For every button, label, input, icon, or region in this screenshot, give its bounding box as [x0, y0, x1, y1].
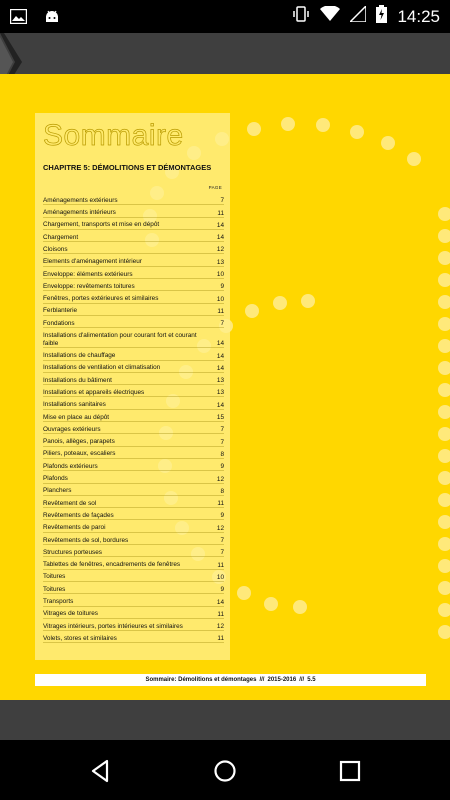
decorative-dot: [438, 471, 450, 485]
toc-row[interactable]: [43, 582, 224, 594]
toc-page-number: 15: [216, 414, 224, 422]
navigation-bar: [0, 740, 450, 800]
toc-page-number: 9: [220, 586, 224, 594]
toc-row[interactable]: [43, 459, 224, 471]
toc-label: Toitures: [43, 585, 66, 593]
toc-page-number: 11: [217, 209, 224, 217]
toc-page-number: 12: [216, 475, 224, 483]
decorative-dot: [438, 515, 450, 529]
decorative-dot: [438, 625, 450, 639]
decorative-dot: [438, 449, 450, 463]
decorative-dot: [247, 122, 261, 136]
toc-page-number: 7: [220, 197, 224, 205]
decorative-dot: [438, 581, 450, 595]
decorative-dot: [438, 361, 450, 375]
decorative-dot: [438, 537, 450, 551]
toc-row[interactable]: [43, 410, 224, 422]
toc-page-number: 9: [220, 512, 224, 520]
decorative-dot: [438, 383, 450, 397]
toc-page-number: 7: [220, 549, 224, 557]
toc-label: Chargement: [43, 233, 79, 241]
toc-row[interactable]: [43, 361, 224, 373]
clock: 14:25: [397, 6, 440, 26]
toc-page-number: 9: [220, 283, 224, 291]
page-footer: [35, 674, 426, 686]
toc-label: Plafonds extérieurs: [43, 462, 98, 470]
footer-page-number: 5.5: [307, 677, 316, 683]
toc-page-number: 14: [216, 364, 224, 372]
decorative-dot: [438, 559, 450, 573]
toc-label: Tablettes de fenêtres, encadrements de fenêtres: [43, 561, 181, 569]
toc-page-number: 12: [216, 623, 224, 631]
decorative-dot: [316, 118, 330, 132]
footer-section: Sommaire: Démolitions et démontages: [145, 677, 257, 683]
toc-page-number: 13: [216, 389, 224, 397]
toc-label: Panois, allèges, parapets: [43, 438, 115, 446]
footer-year: 2015-2016: [267, 677, 297, 683]
toc-label: Revêtement de sol: [43, 499, 97, 507]
toc-row[interactable]: [43, 557, 224, 569]
toc-label: Cloisons: [43, 245, 68, 253]
toc-page-number: 11: [217, 610, 224, 618]
toc-row[interactable]: [43, 193, 224, 205]
decorative-dot: [293, 600, 307, 614]
toc-label: Enveloppe: éléments extérieurs: [43, 270, 133, 278]
decorative-dot: [407, 152, 421, 166]
toc-row[interactable]: [43, 570, 224, 582]
toc-row[interactable]: [43, 279, 224, 291]
toc-label: Piliers, poteaux, escaliers: [43, 450, 116, 458]
toc-row[interactable]: [43, 254, 224, 266]
toc-page-number: 7: [220, 426, 224, 434]
decorative-dot: [381, 136, 395, 150]
toc-row[interactable]: [43, 267, 224, 279]
decorative-dot: [438, 493, 450, 507]
recents-icon[interactable]: [335, 756, 365, 786]
toc-page-number: 10: [216, 295, 224, 303]
toc-label: Elements d'aménagement intérieur: [43, 258, 142, 266]
toc-row[interactable]: [43, 348, 224, 360]
toc-row[interactable]: [43, 631, 224, 643]
toc-label: Aménagements intérieurs: [43, 209, 116, 217]
decorative-dot: [350, 125, 364, 139]
decorative-dot: [438, 251, 450, 265]
toc-row[interactable]: [43, 373, 224, 385]
toc-label: Revêtements de paroi: [43, 524, 106, 532]
toc-row[interactable]: [43, 385, 224, 397]
toc-page-number: 10: [216, 271, 224, 279]
toc-row[interactable]: [43, 422, 224, 434]
toc-page-number: 7: [220, 537, 224, 545]
decorative-dot: [281, 117, 295, 131]
toc-label: Toitures: [43, 573, 66, 581]
decorative-dot: [301, 294, 315, 308]
toc-page-number: 11: [217, 635, 224, 643]
toc-page-number: 8: [220, 487, 224, 495]
footer-separator: ///: [299, 677, 305, 683]
toc-row[interactable]: [43, 291, 224, 303]
toc-page-number: 10: [216, 573, 224, 581]
footer-separator: ///: [259, 677, 265, 683]
toc-label: Transports: [43, 598, 74, 605]
decorative-dot: [438, 273, 450, 287]
toc-page-number: 7: [220, 320, 224, 328]
toc-row[interactable]: [43, 484, 224, 496]
vibrate-icon: [292, 5, 310, 28]
toc-label: Installations et appareils électriques: [43, 388, 145, 396]
toc-label: Installations d'alimentation pour courant fort et courant faible: [43, 332, 197, 347]
toc-page-number: 11: [217, 500, 224, 508]
toc-page-number: 14: [216, 598, 224, 606]
decorative-dot: [438, 207, 450, 221]
toc-row[interactable]: [43, 230, 224, 242]
page-column-header: PAGE: [208, 185, 222, 190]
decorative-dot: [438, 405, 450, 419]
chapter-title: CHAPITRE 5: DÉMOLITIONS ET DÉMONTAGES: [43, 163, 212, 172]
toc-page-number: 8: [220, 450, 224, 458]
toc-row[interactable]: [43, 242, 224, 254]
decorative-dot: [438, 603, 450, 617]
toc-page-number: 7: [220, 438, 224, 446]
decorative-dot: [264, 597, 278, 611]
signal-icon: [350, 6, 366, 27]
toc-label: Aménagements extérieurs: [43, 196, 118, 204]
toc-label: Planchers: [43, 487, 72, 495]
decorative-dot: [438, 229, 450, 243]
battery-charging-icon: [376, 5, 387, 28]
toc-row[interactable]: [43, 533, 224, 545]
toc-label: Vitrages intérieurs, portes intérieures et similaires: [43, 622, 183, 630]
toc-page-number: 13: [216, 377, 224, 385]
toc-label: Plafonds: [43, 475, 68, 483]
toc-page-number: 13: [216, 258, 224, 266]
bottom-toolbar: [0, 700, 450, 740]
toc-page-number: 14: [216, 352, 224, 360]
toc-list: [43, 193, 224, 643]
toc-page-number: 11: [217, 307, 224, 315]
toc-page-number: 12: [216, 524, 224, 532]
decorative-dot: [245, 304, 259, 318]
status-bar: [0, 0, 450, 33]
toc-row[interactable]: [43, 508, 224, 520]
toc-page-number: 14: [216, 340, 224, 348]
toc-label: Ouvrages extérieurs: [43, 425, 101, 433]
toc-row[interactable]: [43, 471, 224, 483]
back-icon[interactable]: [85, 756, 115, 786]
toc-page-number: 12: [216, 246, 224, 254]
wifi-icon: [320, 6, 340, 27]
toc-label: Structures porteuses: [43, 548, 102, 556]
toc-row[interactable]: [43, 397, 224, 409]
toc-label: Mise en place au dépôt: [43, 413, 110, 421]
toc-label: Installations de ventilation et climatisation: [43, 364, 161, 372]
toc-row[interactable]: [43, 304, 224, 316]
contents-panel: [35, 113, 230, 660]
toc-label: Fenêtres, portes extérieures et similaires: [43, 295, 159, 303]
toc-page-number: 11: [217, 561, 224, 569]
toc-label: Installations de chauffage: [43, 352, 116, 360]
decorative-dot: [273, 296, 287, 310]
toc-row[interactable]: [43, 594, 224, 606]
toc-label: Revêtements de sol, bordures: [43, 536, 129, 544]
decorative-dot: [438, 317, 450, 331]
toc-label: Chargement, transports et mise en dépôt: [43, 221, 160, 229]
toc-row[interactable]: [43, 447, 224, 459]
document-page: [0, 74, 450, 700]
page-title: Sommaire: [43, 119, 184, 152]
toc-page-number: 9: [220, 463, 224, 471]
toc-row[interactable]: [43, 328, 224, 348]
toc-row[interactable]: [43, 218, 224, 230]
toc-page-number: 14: [216, 401, 224, 409]
toc-label: Enveloppe: revêtements toitures: [43, 282, 135, 290]
toc-label: Installations du bâtiment: [43, 376, 112, 384]
toc-row[interactable]: [43, 545, 224, 557]
toc-label: Ferblanterie: [43, 307, 78, 315]
image-icon: [10, 9, 27, 29]
toc-row[interactable]: [43, 607, 224, 619]
toc-row[interactable]: [43, 496, 224, 508]
toc-label: Revêtements de façades: [43, 511, 114, 519]
toc-label: Fondations: [43, 319, 75, 327]
toc-label: Volets, stores et similaires: [43, 634, 117, 642]
toc-page-number: 14: [216, 221, 224, 229]
toc-row[interactable]: [43, 316, 224, 328]
decorative-dot: [438, 427, 450, 441]
toc-row[interactable]: [43, 434, 224, 446]
toc-row[interactable]: [43, 619, 224, 631]
home-icon[interactable]: [210, 756, 240, 786]
decorative-dot: [438, 339, 450, 353]
toc-row[interactable]: [43, 520, 224, 532]
toc-row[interactable]: [43, 205, 224, 217]
decorative-dot: [438, 295, 450, 309]
android-icon: [43, 7, 61, 30]
toc-label: Installations sanitaires: [43, 401, 106, 409]
decorative-dot: [237, 586, 251, 600]
toc-label: Vitrages de toitures: [43, 610, 98, 618]
toc-page-number: 14: [216, 234, 224, 242]
